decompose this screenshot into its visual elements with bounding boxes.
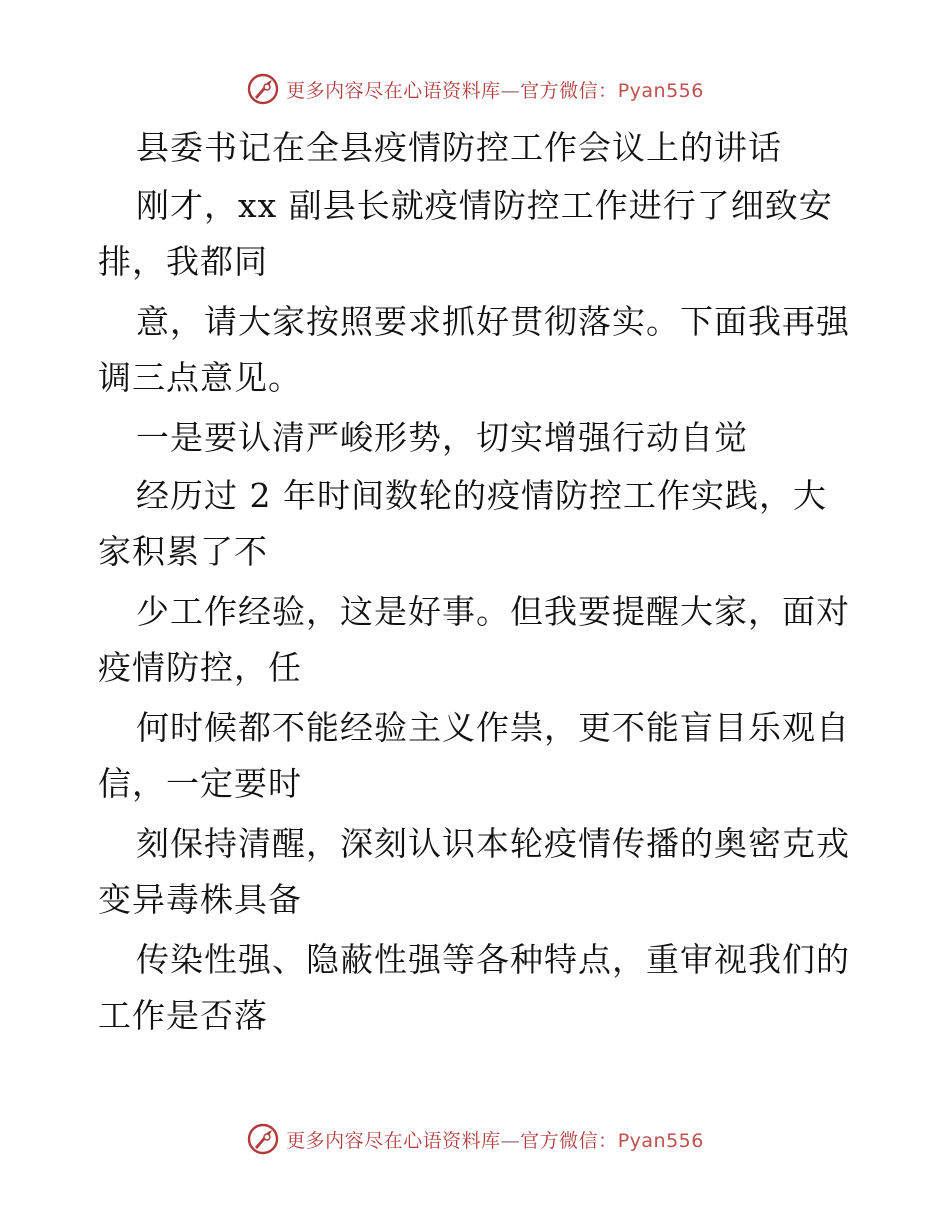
paragraph-line: 信，一定要时 xyxy=(98,764,302,803)
paragraph-line: 工作是否落 xyxy=(98,996,268,1035)
header-slogan: 更多内容尽在心语资料库 xyxy=(286,79,501,102)
paragraph-line: 刚才，xx 副县长就疫情防控工作进行了细致安 xyxy=(136,186,833,225)
paragraph-line: 少工作经验，这是好事。但我要提醒大家，面对 xyxy=(136,592,850,631)
paragraph-line: 调三点意见。 xyxy=(98,358,302,397)
quill-logo-icon xyxy=(246,1122,280,1156)
footer-banner xyxy=(0,1122,950,1156)
paragraph-line: 意，请大家按照要求抓好贯彻落实。下面我再强 xyxy=(136,302,850,341)
footer-banner-text xyxy=(286,1126,704,1153)
footer-dash: — xyxy=(500,1129,521,1152)
header-wechat-id: Pyan556 xyxy=(617,79,704,102)
paragraph-line: 排，我都同 xyxy=(98,242,268,281)
paragraph-line: 刻保持清醒，深刻认识本轮疫情传播的奥密克戎 xyxy=(136,824,850,863)
paragraph-line: 变异毒株具备 xyxy=(98,880,302,919)
header-banner xyxy=(0,72,950,106)
header-dash: — xyxy=(500,79,521,102)
section-heading: 一是要认清严峻形势，切实增强行动自觉 xyxy=(136,418,748,457)
paragraph-line: 传染性强、隐蔽性强等各种特点，重审视我们的 xyxy=(136,940,850,979)
header-banner-text xyxy=(286,76,704,103)
paragraph-line: 疫情防控，任 xyxy=(98,648,302,687)
paragraph-line: 家积累了不 xyxy=(98,532,268,571)
paragraph-line: 经历过 2 年时间数轮的疫情防控工作实践，大 xyxy=(136,476,827,515)
footer-wechat-id: Pyan556 xyxy=(617,1129,704,1152)
footer-slogan: 更多内容尽在心语资料库 xyxy=(286,1129,501,1152)
document-title: 县委书记在全县疫情防控工作会议上的讲话 xyxy=(136,128,782,167)
footer-wechat-label: 官方微信： xyxy=(520,1129,618,1152)
header-wechat-label: 官方微信： xyxy=(520,79,618,102)
quill-logo-icon xyxy=(246,72,280,106)
paragraph-line: 何时候都不能经验主义作祟，更不能盲目乐观自 xyxy=(136,708,850,747)
